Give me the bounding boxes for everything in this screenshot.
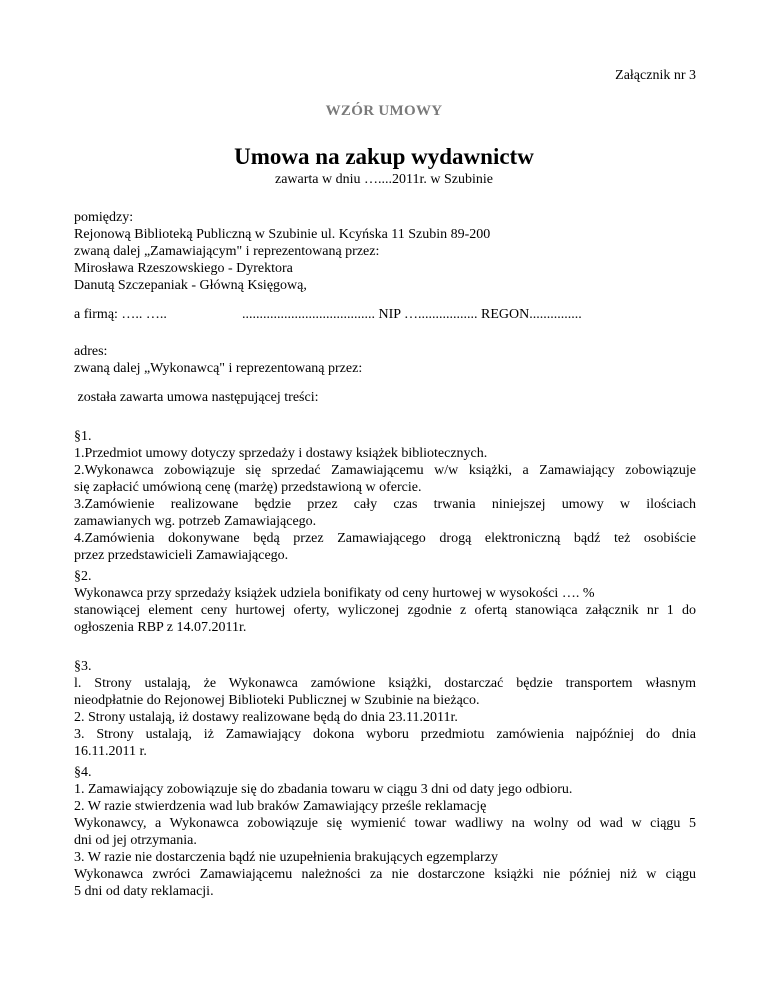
section-line: l. Strony ustalają, że Wykonawca zamówione książki, dostarczać będzie transportem własnym (74, 676, 696, 691)
firm-identifiers: ...................................... NIP …................. REGON............... (242, 307, 582, 322)
section-line: 16.11.2011 r. (74, 744, 147, 759)
section-line: się zapłacić umówioną cenę (marżę) przedstawioną w ofercie. (74, 480, 422, 495)
section-line: 1. Zamawiający zobowiązuje się do zbadania towaru w ciągu 3 dni od daty jego odbioru. (74, 782, 573, 797)
section-line: 3.Zamówienie realizowane będzie przez cały czas trwania niniejszej umowy w ilościach (74, 497, 696, 512)
section-heading: §1. (74, 429, 92, 444)
section-1 (74, 428, 696, 564)
section-line: 4.Zamówienia dokonywane będą przez Zamawiającego drogą elektroniczną bądź też osobiście (74, 531, 696, 546)
section-line: 5 dni od daty reklamacji. (74, 884, 214, 899)
section-line: ogłoszenia RBP z 14.07.2011r. (74, 620, 247, 635)
section-heading: §2. (74, 569, 92, 584)
parties-block (74, 209, 696, 294)
document-subtitle: zawarta w dniu …....2011r. w Szubinie (275, 172, 493, 187)
parties-line: Mirosława Rzeszowskiego - Dyrektora (74, 261, 293, 276)
template-label: WZÓR UMOWY (325, 103, 443, 119)
section-line: dni od jej otrzymania. (74, 833, 197, 848)
section-line: 3. Strony ustalają, iż Zamawiający dokona wyboru przedmiotu zamówienia najpóźniej do dnia (74, 727, 696, 742)
address-line: zwaną dalej „Wykonawcą" i reprezentowaną przez: (74, 361, 363, 376)
section-line: 2. Strony ustalają, iż dostawy realizowane będą do dnia 23.11.2011r. (74, 710, 458, 725)
address-line: adres: (74, 344, 108, 359)
section-3 (74, 658, 696, 760)
parties-line: pomiędzy: (74, 210, 134, 225)
section-heading: §4. (74, 765, 92, 780)
section-line: Wykonawca zwróci Zamawiającemu należności za nie dostarczone książki nie później niż w ciągu (74, 867, 696, 882)
section-line: przez przedstawicieli Zamawiającego. (74, 548, 289, 563)
annex-label: Załącznik nr 3 (615, 68, 696, 83)
section-line: zamawianych wg. potrzeb Zamawiającego. (74, 514, 317, 529)
address-block (74, 343, 696, 377)
parties-line: Danutą Szczepaniak - Główną Księgową, (74, 278, 307, 293)
section-heading: §3. (74, 659, 92, 674)
contract-intro: została zawarta umowa następującej treści: (74, 390, 319, 405)
section-line: 3. W razie nie dostarczenia bądź nie uzupełnienia brakujących egzemplarzy (74, 850, 498, 865)
parties-line: zwaną dalej „Zamawiającym" i reprezentowaną przez: (74, 244, 380, 259)
section-line: 1.Przedmiot umowy dotyczy sprzedaży i dostawy książek bibliotecznych. (74, 446, 488, 461)
parties-line: Rejonową Biblioteką Publiczną w Szubinie ul. Kcyńska 11 Szubin 89-200 (74, 227, 491, 242)
section-line: Wykonawcy, a Wykonawca zobowiązuje się wymienić towar wadliwy na wolny od wad w ciągu 5 (74, 816, 696, 831)
section-line: stanowiącej element ceny hurtowej oferty, wyliczonej zgodnie z ofertą stanowiąca załącznik nr 1 do (74, 603, 696, 618)
section-line: 2. W razie stwierdzenia wad lub braków Zamawiający prześle reklamację (74, 799, 487, 814)
section-line: nieodpłatnie do Rejonowej Biblioteki Publicznej w Szubinie na bieżąco. (74, 693, 480, 708)
section-line: 2.Wykonawca zobowiązuje się sprzedać Zamawiającemu w/w książki, a Zamawiający zobowiązuje (74, 463, 696, 478)
section-2 (74, 568, 696, 636)
document-title: Umowa na zakup wydawnictw (234, 144, 534, 169)
section-4 (74, 764, 696, 900)
firm-label: a firmą: ….. ….. (74, 307, 167, 322)
section-line: Wykonawca przy sprzedaży książek udziela bonifikaty od ceny hurtowej w wysokości …. % (74, 586, 595, 601)
